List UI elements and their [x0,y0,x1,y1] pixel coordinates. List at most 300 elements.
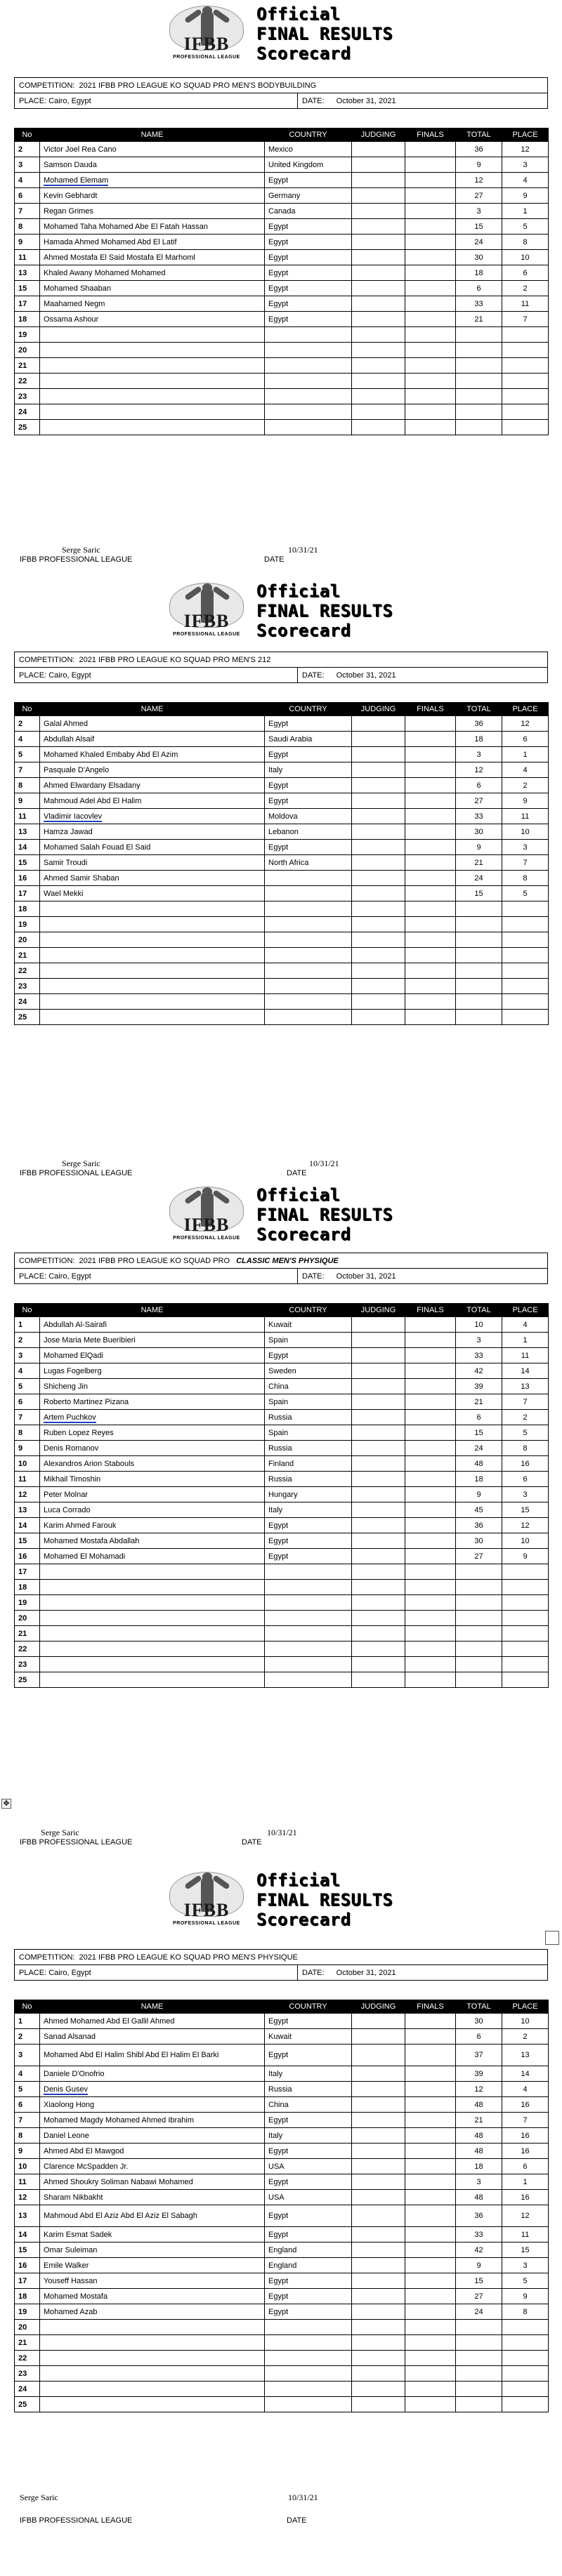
total-score[interactable] [456,420,502,435]
competitor-number[interactable] [15,1564,40,1580]
competitor-country[interactable] [265,2320,352,2335]
competitor-country[interactable] [265,1657,352,1672]
judging-score-cell[interactable] [352,948,405,963]
final-place[interactable] [502,2190,549,2205]
competitor-name[interactable] [40,855,265,871]
final-place[interactable] [502,1626,549,1642]
finals-score-cell[interactable] [405,1333,456,1348]
competitor-number[interactable] [15,1333,40,1348]
competitor-country[interactable] [265,948,352,963]
competitor-number[interactable] [15,2128,40,2144]
competitor-country[interactable] [265,265,352,281]
finals-score-cell[interactable] [405,809,456,824]
final-place[interactable] [502,1410,549,1425]
judging-score-cell[interactable] [352,173,405,188]
judging-score-cell[interactable] [352,1518,405,1533]
finals-score-cell[interactable] [405,2304,456,2320]
competitor-number[interactable] [15,1456,40,1472]
final-place[interactable] [502,917,549,932]
finals-score-cell[interactable] [405,250,456,265]
total-score[interactable] [456,2258,502,2273]
total-score[interactable] [456,1425,502,1441]
total-score[interactable] [456,1626,502,1642]
total-score[interactable] [456,1010,502,1025]
competitor-country[interactable] [265,173,352,188]
judging-score-cell[interactable] [352,281,405,296]
competitor-name[interactable] [40,1441,265,1456]
finals-score-cell[interactable] [405,2243,456,2258]
finals-score-cell[interactable] [405,327,456,343]
total-score[interactable] [456,2397,502,2412]
judging-score-cell[interactable] [352,2382,405,2397]
finals-score-cell[interactable] [405,2113,456,2128]
finals-score-cell[interactable] [405,1441,456,1456]
total-score[interactable] [456,1595,502,1611]
finals-score-cell[interactable] [405,2320,456,2335]
finals-score-cell[interactable] [405,157,456,173]
competition-cell[interactable] [15,652,548,668]
total-score[interactable] [456,2243,502,2258]
total-score[interactable] [456,2159,502,2174]
finals-score-cell[interactable] [405,1363,456,1379]
competitor-number[interactable] [15,840,40,855]
competitor-name[interactable] [40,963,265,979]
competitor-country[interactable] [265,2045,352,2066]
final-place[interactable] [502,778,549,793]
competitor-number[interactable] [15,389,40,404]
total-score[interactable] [456,250,502,265]
competitor-name[interactable] [40,979,265,994]
competitor-number[interactable] [15,2174,40,2190]
final-place[interactable] [502,963,549,979]
judging-score-cell[interactable] [352,142,405,157]
competitor-name[interactable] [40,235,265,250]
finals-score-cell[interactable] [405,219,456,235]
judging-score-cell[interactable] [352,1394,405,1410]
judging-score-cell[interactable] [352,1595,405,1611]
competitor-name[interactable] [40,1363,265,1379]
competitor-country[interactable] [265,979,352,994]
competitor-number[interactable] [15,157,40,173]
competitor-number[interactable] [15,917,40,932]
total-score[interactable] [456,1672,502,1688]
judging-score-cell[interactable] [352,2159,405,2174]
finals-score-cell[interactable] [405,2029,456,2045]
judging-score-cell[interactable] [352,1441,405,1456]
competitor-number[interactable] [15,1363,40,1379]
total-score[interactable] [456,855,502,871]
competitor-country[interactable] [265,2304,352,2320]
competitor-name[interactable] [40,2258,265,2273]
competitor-country[interactable] [265,2113,352,2128]
competitor-number[interactable] [15,2159,40,2174]
final-place[interactable] [502,2082,549,2097]
competitor-country[interactable] [265,1487,352,1502]
total-score[interactable] [456,917,502,932]
finals-score-cell[interactable] [405,358,456,374]
judging-score-cell[interactable] [352,1317,405,1333]
competitor-name[interactable] [40,281,265,296]
competitor-country[interactable] [265,2289,352,2304]
judging-score-cell[interactable] [352,732,405,747]
competitor-number[interactable] [15,855,40,871]
competitor-country[interactable] [265,2351,352,2366]
finals-score-cell[interactable] [405,281,456,296]
judging-score-cell[interactable] [352,716,405,732]
competitor-country[interactable] [265,840,352,855]
competitor-country[interactable] [265,1549,352,1564]
competitor-country[interactable] [265,2382,352,2397]
competitor-country[interactable] [265,778,352,793]
competitor-country[interactable] [265,1317,352,1333]
final-place[interactable] [502,1394,549,1410]
finals-score-cell[interactable] [405,1611,456,1626]
competitor-name[interactable] [40,932,265,948]
total-score[interactable] [456,2273,502,2289]
competitor-name[interactable] [40,1010,265,1025]
judging-score-cell[interactable] [352,1549,405,1564]
competitor-number[interactable] [15,2227,40,2243]
competitor-number[interactable] [15,1672,40,1688]
judging-score-cell[interactable] [352,1672,405,1688]
competitor-number[interactable] [15,886,40,901]
total-score[interactable] [456,793,502,809]
competitor-country[interactable] [265,219,352,235]
total-score[interactable] [456,809,502,824]
judging-score-cell[interactable] [352,809,405,824]
finals-score-cell[interactable] [405,1657,456,1672]
competitor-number[interactable] [15,2097,40,2113]
judging-score-cell[interactable] [352,2144,405,2159]
final-place[interactable] [502,2258,549,2273]
final-place[interactable] [502,1317,549,1333]
competitor-name[interactable] [40,2366,265,2382]
final-place[interactable] [502,389,549,404]
total-score[interactable] [456,732,502,747]
finals-score-cell[interactable] [405,142,456,157]
final-place[interactable] [502,2174,549,2190]
final-place[interactable] [502,204,549,219]
competitor-country[interactable] [265,2190,352,2205]
final-place[interactable] [502,327,549,343]
finals-score-cell[interactable] [405,932,456,948]
judging-score-cell[interactable] [352,2366,405,2382]
competitor-number[interactable] [15,1626,40,1642]
total-score[interactable] [456,747,502,762]
finals-score-cell[interactable] [405,173,456,188]
judging-score-cell[interactable] [352,2190,405,2205]
competitor-country[interactable] [265,1626,352,1642]
judging-score-cell[interactable] [352,793,405,809]
total-score[interactable] [456,2029,502,2045]
finals-score-cell[interactable] [405,747,456,762]
total-score[interactable] [456,1441,502,1456]
competitor-name[interactable] [40,2320,265,2335]
final-place[interactable] [502,2366,549,2382]
place-cell[interactable] [15,93,298,109]
total-score[interactable] [456,188,502,204]
total-score[interactable] [456,1317,502,1333]
total-score[interactable] [456,1487,502,1502]
competitor-country[interactable] [265,809,352,824]
judging-score-cell[interactable] [352,2243,405,2258]
competitor-number[interactable] [15,732,40,747]
competitor-name[interactable] [40,2243,265,2258]
total-score[interactable] [456,204,502,219]
competitor-number[interactable] [15,219,40,235]
competitor-name[interactable] [40,420,265,435]
final-place[interactable] [502,2289,549,2304]
competitor-number[interactable] [15,1348,40,1363]
total-score[interactable] [456,2304,502,2320]
final-place[interactable] [502,824,549,840]
competitor-number[interactable] [15,1410,40,1425]
competitor-country[interactable] [265,1363,352,1379]
competitor-name[interactable] [40,1502,265,1518]
judging-score-cell[interactable] [352,994,405,1010]
finals-score-cell[interactable] [405,732,456,747]
competitor-name[interactable] [40,296,265,312]
judging-score-cell[interactable] [352,2289,405,2304]
competitor-country[interactable] [265,404,352,420]
final-place[interactable] [502,886,549,901]
competitor-number[interactable] [15,1010,40,1025]
competitor-number[interactable] [15,2190,40,2205]
judging-score-cell[interactable] [352,840,405,855]
finals-score-cell[interactable] [405,1348,456,1363]
final-place[interactable] [502,2351,549,2366]
finals-score-cell[interactable] [405,824,456,840]
final-place[interactable] [502,2113,549,2128]
judging-score-cell[interactable] [352,1010,405,1025]
judging-score-cell[interactable] [352,2227,405,2243]
finals-score-cell[interactable] [405,2045,456,2066]
place-cell[interactable] [15,1965,298,1981]
final-place[interactable] [502,2227,549,2243]
competitor-country[interactable] [265,824,352,840]
competitor-number[interactable] [15,358,40,374]
finals-score-cell[interactable] [405,296,456,312]
competitor-name[interactable] [40,2273,265,2289]
finals-score-cell[interactable] [405,2205,456,2227]
finals-score-cell[interactable] [405,2066,456,2082]
competitor-country[interactable] [265,793,352,809]
competitor-number[interactable] [15,327,40,343]
finals-score-cell[interactable] [405,2097,456,2113]
final-place[interactable] [502,1487,549,1502]
competitor-number[interactable] [15,979,40,994]
judging-score-cell[interactable] [352,1642,405,1657]
competitor-country[interactable] [265,2366,352,2382]
competitor-name[interactable] [40,2174,265,2190]
total-score[interactable] [456,994,502,1010]
finals-score-cell[interactable] [405,235,456,250]
competitor-name[interactable] [40,343,265,358]
total-score[interactable] [456,901,502,917]
judging-score-cell[interactable] [352,204,405,219]
competitor-name[interactable] [40,716,265,732]
competitor-name[interactable] [40,871,265,886]
competitor-name[interactable] [40,793,265,809]
competitor-country[interactable] [265,901,352,917]
competitor-number[interactable] [15,2082,40,2097]
final-place[interactable] [502,1333,549,1348]
judging-score-cell[interactable] [352,979,405,994]
judging-score-cell[interactable] [352,1487,405,1502]
total-score[interactable] [456,1657,502,1672]
competitor-name[interactable] [40,948,265,963]
competitor-country[interactable] [265,2205,352,2227]
total-score[interactable] [456,979,502,994]
judging-score-cell[interactable] [352,312,405,327]
total-score[interactable] [456,824,502,840]
finals-score-cell[interactable] [405,374,456,389]
competitor-name[interactable] [40,1518,265,1533]
competitor-number[interactable] [15,716,40,732]
finals-score-cell[interactable] [405,2289,456,2304]
competitor-number[interactable] [15,809,40,824]
finals-score-cell[interactable] [405,2014,456,2029]
competitor-name[interactable] [40,994,265,1010]
competitor-number[interactable] [15,2113,40,2128]
final-place[interactable] [502,855,549,871]
finals-score-cell[interactable] [405,2258,456,2273]
finals-score-cell[interactable] [405,762,456,778]
judging-score-cell[interactable] [352,420,405,435]
finals-score-cell[interactable] [405,1672,456,1688]
total-score[interactable] [456,2320,502,2335]
finals-score-cell[interactable] [405,2128,456,2144]
final-place[interactable] [502,2159,549,2174]
competitor-country[interactable] [265,2029,352,2045]
final-place[interactable] [502,157,549,173]
judging-score-cell[interactable] [352,1348,405,1363]
judging-score-cell[interactable] [352,296,405,312]
final-place[interactable] [502,716,549,732]
competitor-name[interactable] [40,1410,265,1425]
competitor-name[interactable] [40,2289,265,2304]
judging-score-cell[interactable] [352,374,405,389]
competitor-name[interactable] [40,1487,265,1502]
total-score[interactable] [456,1363,502,1379]
final-place[interactable] [502,1472,549,1487]
competitor-name[interactable] [40,2029,265,2045]
finals-score-cell[interactable] [405,994,456,1010]
finals-score-cell[interactable] [405,855,456,871]
competitor-name[interactable] [40,2304,265,2320]
finals-score-cell[interactable] [405,901,456,917]
judging-score-cell[interactable] [352,901,405,917]
finals-score-cell[interactable] [405,404,456,420]
competitor-country[interactable] [265,917,352,932]
competitor-country[interactable] [265,871,352,886]
judging-score-cell[interactable] [352,778,405,793]
judging-score-cell[interactable] [352,2320,405,2335]
total-score[interactable] [456,1410,502,1425]
competitor-number[interactable] [15,2273,40,2289]
competitor-country[interactable] [265,1472,352,1487]
finals-score-cell[interactable] [405,1425,456,1441]
competitor-country[interactable] [265,2174,352,2190]
judging-score-cell[interactable] [352,358,405,374]
competitor-country[interactable] [265,188,352,204]
judging-score-cell[interactable] [352,2097,405,2113]
competitor-number[interactable] [15,296,40,312]
final-place[interactable] [502,420,549,435]
competitor-number[interactable] [15,2366,40,2382]
total-score[interactable] [456,886,502,901]
competitor-number[interactable] [15,824,40,840]
total-score[interactable] [456,1348,502,1363]
competitor-country[interactable] [265,1672,352,1688]
competitor-number[interactable] [15,2205,40,2227]
final-place[interactable] [502,1425,549,1441]
judging-score-cell[interactable] [352,855,405,871]
finals-score-cell[interactable] [405,2397,456,2412]
competitor-number[interactable] [15,2066,40,2082]
finals-score-cell[interactable] [405,1549,456,1564]
final-place[interactable] [502,1348,549,1363]
competitor-name[interactable] [40,2144,265,2159]
finals-score-cell[interactable] [405,2159,456,2174]
judging-score-cell[interactable] [352,2205,405,2227]
finals-score-cell[interactable] [405,778,456,793]
finals-score-cell[interactable] [405,2335,456,2351]
final-place[interactable] [502,2243,549,2258]
competitor-name[interactable] [40,2014,265,2029]
total-score[interactable] [456,1518,502,1533]
judging-score-cell[interactable] [352,1580,405,1595]
total-score[interactable] [456,2351,502,2366]
competitor-number[interactable] [15,312,40,327]
competitor-country[interactable] [265,2144,352,2159]
total-score[interactable] [456,1379,502,1394]
competitor-country[interactable] [265,389,352,404]
competitor-name[interactable] [40,2227,265,2243]
total-score[interactable] [456,2066,502,2082]
total-score[interactable] [456,2174,502,2190]
competitor-number[interactable] [15,793,40,809]
competitor-name[interactable] [40,1425,265,1441]
finals-score-cell[interactable] [405,1533,456,1549]
finals-score-cell[interactable] [405,840,456,855]
final-place[interactable] [502,250,549,265]
finals-score-cell[interactable] [405,793,456,809]
total-score[interactable] [456,2335,502,2351]
judging-score-cell[interactable] [352,2128,405,2144]
total-score[interactable] [456,2366,502,2382]
date-cell[interactable] [298,1965,548,1981]
place-cell[interactable] [15,668,298,683]
final-place[interactable] [502,979,549,994]
competitor-country[interactable] [265,732,352,747]
competitor-country[interactable] [265,1379,352,1394]
competitor-country[interactable] [265,296,352,312]
competitor-number[interactable] [15,901,40,917]
finals-score-cell[interactable] [405,2351,456,2366]
final-place[interactable] [502,281,549,296]
competitor-country[interactable] [265,1456,352,1472]
competitor-name[interactable] [40,2128,265,2144]
competitor-number[interactable] [15,2304,40,2320]
finals-score-cell[interactable] [405,871,456,886]
competitor-number[interactable] [15,1379,40,1394]
competitor-name[interactable] [40,762,265,778]
competitor-number[interactable] [15,1533,40,1549]
competitor-number[interactable] [15,2243,40,2258]
finals-score-cell[interactable] [405,1626,456,1642]
total-score[interactable] [456,1611,502,1626]
